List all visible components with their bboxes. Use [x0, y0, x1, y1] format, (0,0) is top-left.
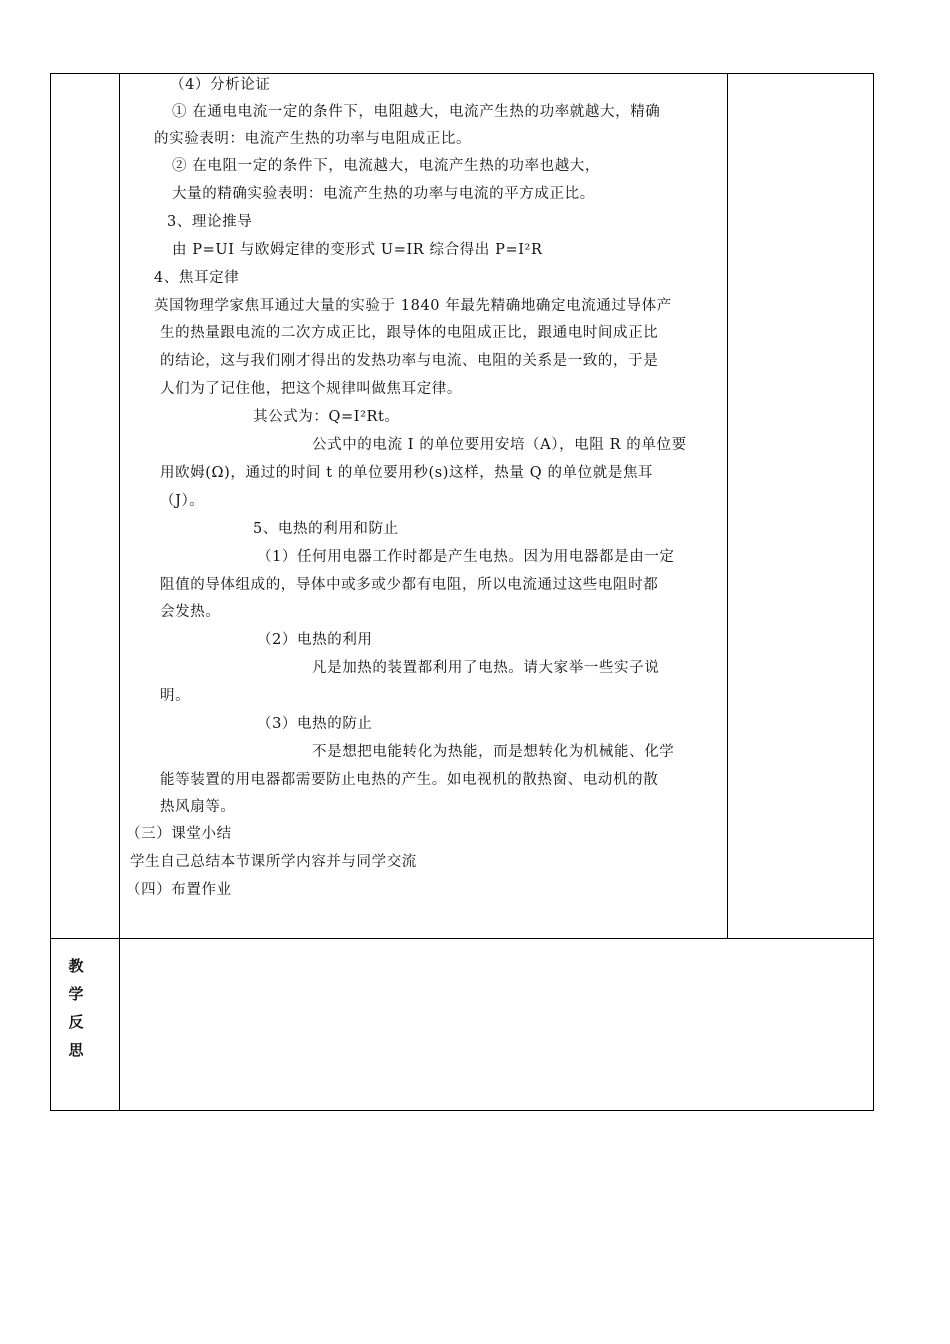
text-line: ② 在电阻一定的条件下，电流越大，电流产生热的功率也越大，: [172, 158, 601, 174]
section-heading: （3）电热的防止: [257, 716, 373, 732]
table-border-right: [873, 73, 874, 1111]
text-line: 明。: [160, 688, 191, 704]
section-heading: （2）电热的利用: [257, 632, 373, 648]
table-col-divider-left: [119, 73, 120, 1111]
table-border-left: [50, 73, 51, 1111]
text-line: 用欧姆(Ω)，通过的时间 t 的单位要用秒(s)这样，热量 Q 的单位就是焦耳: [160, 465, 654, 481]
formula-line: 其公式为：Q=I²Rt。: [253, 409, 400, 425]
text-line: 阻值的导体组成的，导体中或多或少都有电阻，所以电流通过这些电阻时都: [160, 577, 659, 593]
text-line: （J）。: [160, 493, 205, 509]
text-line: 会发热。: [160, 604, 221, 620]
text-line: 生的热量跟电流的二次方成正比，跟导体的电阻成正比，跟通电时间成正比: [160, 325, 659, 341]
text-line: 由 P=UI 与欧姆定律的变形式 U=IR 综合得出 P=I²R: [172, 242, 543, 258]
table-col-divider-right: [727, 73, 728, 939]
text-line: 热风扇等。: [160, 799, 236, 815]
section-heading: 3、理论推导: [167, 214, 253, 230]
table-border-bottom: [50, 1110, 874, 1111]
text-line: 不是想把电能转化为热能，而是想转化为机械能、化学: [312, 744, 675, 760]
text-line: 凡是加热的装置都利用了电热。请大家举一些实子说: [312, 660, 660, 676]
section-heading: 5、电热的利用和防止: [253, 521, 399, 537]
text-line: 公式中的电流 I 的单位要用安培（A），电阻 R 的单位要: [312, 437, 687, 453]
text-line: 能等装置的用电器都需要防止电热的产生。如电视机的散热窗、电动机的散: [160, 772, 659, 788]
section-heading: （四）布置作业: [126, 882, 232, 898]
reflection-char: 反: [68, 1013, 84, 1031]
text-line: 的结论，这与我们刚才得出的发热功率与电流、电阻的关系是一致的，于是: [160, 353, 659, 369]
section-heading: （4）分析论证: [170, 77, 271, 93]
reflection-char: 思: [68, 1041, 84, 1059]
section-heading: （三）课堂小结: [126, 826, 232, 842]
reflection-char: 教: [68, 957, 84, 975]
table-border-top: [50, 73, 874, 74]
text-line: 英国物理学家焦耳通过大量的实验于 1840 年最先精确地确定电流通过导体产: [154, 298, 672, 314]
text-line: 人们为了记住他，把这个规律叫做焦耳定律。: [160, 381, 462, 397]
text-line: （1）任何用电器工作时都是产生电热。因为用电器都是由一定: [257, 549, 675, 565]
table-row-divider: [50, 938, 874, 939]
reflection-char: 学: [68, 985, 84, 1003]
text-line: ① 在通电电流一定的条件下，电阻越大，电流产生热的功率就越大，精确: [172, 104, 661, 120]
section-heading: 4、焦耳定律: [154, 270, 240, 286]
text-line: 学生自己总结本节课所学内容并与同学交流: [130, 854, 417, 870]
text-line: 的实验表明：电流产生热的功率与电阻成正比。: [154, 131, 472, 147]
text-line: 大量的精确实验表明：电流产生热的功率与电流的平方成正比。: [172, 186, 595, 202]
